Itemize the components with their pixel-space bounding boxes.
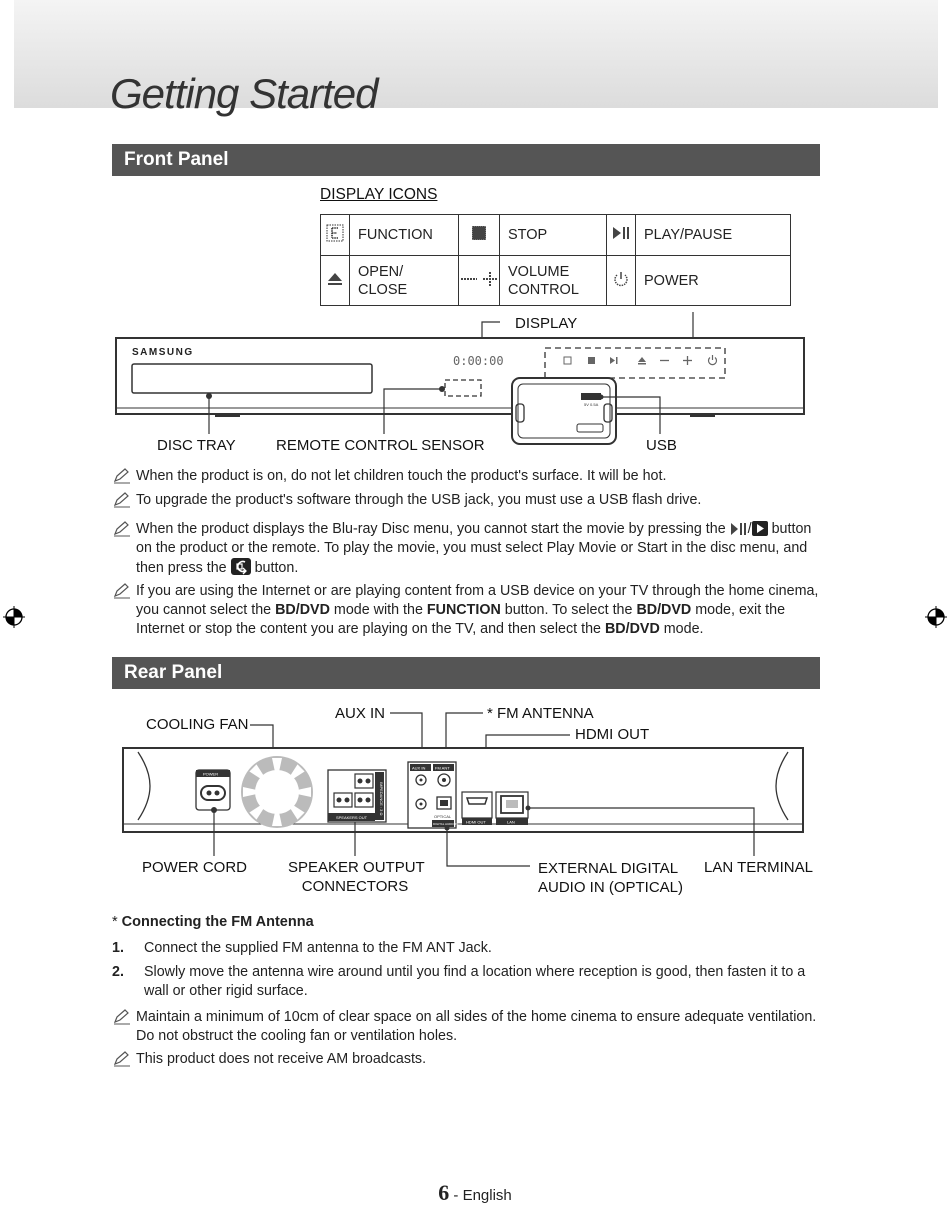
function-icon (321, 215, 350, 256)
registration-mark-right-icon (925, 606, 947, 628)
fm-step-1: 1. Connect the supplied FM antenna to the FM ANT Jack. (112, 940, 492, 956)
note-usb-upgrade: To upgrade the product's software through the USB jack, you must use a USB flash drive. (112, 491, 824, 510)
footer-language: English (462, 1187, 512, 1204)
hdmi-out-block (462, 792, 492, 818)
note-pencil-icon (112, 468, 132, 484)
registration-mark-left-icon (3, 606, 25, 628)
note-pencil-icon (112, 521, 132, 537)
enter-inline-icon (231, 558, 251, 575)
icon-label-open-close: OPEN/ CLOSE (350, 256, 459, 306)
svg-text:FM ANT: FM ANT (435, 765, 450, 771)
power-icon (607, 256, 636, 306)
play-inline-icon (752, 521, 768, 536)
fm-antenna-heading: * Connecting the FM Antenna (112, 914, 314, 930)
usb-module (512, 378, 616, 444)
front-panel-heading: Front Panel (112, 144, 820, 176)
fm-step-2: 2. Slowly move the antenna wire around until you find a location where reception is good, then fasten it to a wall or other rigid surface. (112, 964, 806, 999)
display-icons-table (320, 214, 791, 306)
icon-label-volume: VOLUME CONTROL (500, 256, 607, 306)
stop-icon (459, 215, 500, 256)
callout-remote-sensor: REMOTE CONTROL SENSOR (276, 437, 485, 454)
page-footer: 6 - English (438, 1180, 512, 1205)
front-brand-logo: SAMSUNG (132, 347, 194, 358)
svg-text:5V 0.5A: 5V 0.5A (584, 402, 599, 407)
note-pencil-icon (112, 1051, 132, 1067)
callout-hdmi-out: HDMI OUT (575, 726, 650, 743)
note-hot-surface: When the product is on, do not let children touch the product's surface. It will be hot. (112, 467, 824, 486)
note-am-broadcasts: This product does not receive AM broadcasts. (112, 1050, 824, 1069)
svg-text:DIGITAL AUDIO IN: DIGITAL AUDIO IN (433, 822, 459, 826)
callout-cooling-fan: COOLING FAN (146, 716, 249, 733)
svg-text:IMPEDANCE : 3 Ω: IMPEDANCE : 3 Ω (379, 782, 384, 816)
icon-label-power: POWER (636, 256, 791, 306)
svg-text:SPEAKERS OUT: SPEAKERS OUT (336, 815, 368, 820)
callout-display: DISPLAY (515, 315, 578, 332)
front-panel-illustration (110, 300, 820, 450)
callout-disc-tray: DISC TRAY (157, 437, 236, 454)
cooling-fan (241, 756, 313, 828)
note-pencil-icon (112, 1009, 132, 1025)
display-digits: 0:00:00 (453, 354, 504, 368)
callout-fm-antenna: * FM ANTENNA (487, 705, 594, 722)
svg-text:AUX IN: AUX IN (412, 765, 426, 771)
icon-row-1 (321, 215, 791, 256)
rear-panel-heading: Rear Panel (112, 657, 820, 689)
callout-speaker-output: SPEAKER OUTPUT CONNECTORS (288, 859, 425, 895)
eject-icon (321, 256, 350, 306)
icon-label-stop: STOP (500, 215, 607, 256)
note-internet-usb: If you are using the Internet or are playing content from a USB device on your TV through the home cinema, you cannot select the BD/DVD mode with the FUNCTION button. To select the BD/DVD mode, exit the Internet or stop the content you are playing on the TV, and then select the BD/DVD mode. (112, 582, 824, 639)
note-ventilation: Maintain a minimum of 10cm of clear space on all sides of the home cinema to ensure adequate ventilation. Do not obstruct the cooling fan or ventilation holes. (112, 1008, 824, 1046)
svg-text:OPTICAL: OPTICAL (434, 814, 452, 819)
icon-label-play-pause: PLAY/PAUSE (636, 215, 791, 256)
icon-label-function: FUNCTION (350, 215, 459, 256)
note-pencil-icon (112, 583, 132, 599)
display-icons-heading: DISPLAY ICONS (320, 186, 438, 203)
svg-text:LAN: LAN (507, 819, 515, 825)
play-pause-inline-icon (730, 522, 748, 536)
svg-text:POWER: POWER (203, 771, 219, 777)
disc-tray (132, 364, 372, 393)
usb-port (581, 393, 601, 400)
page-title: Getting Started (110, 70, 378, 117)
play-pause-icon (607, 215, 636, 256)
icon-row-2 (321, 256, 791, 306)
callout-usb: USB (646, 437, 677, 454)
callout-power-cord: POWER CORD (142, 859, 247, 876)
page-number: 6 (438, 1180, 450, 1205)
svg-text:HDMI OUT: HDMI OUT (466, 819, 486, 825)
note-pencil-icon (112, 492, 132, 508)
callout-lan-terminal: LAN TERMINAL (704, 859, 813, 876)
volume-icon (459, 256, 500, 306)
note-bluray-menu: When the product displays the Blu-ray Disc menu, you cannot start the movie by pressing the / button on the product or the remote. To play the movie, you must select Play Movie or Start in the disc menu, and then press the button. (112, 520, 824, 578)
callout-aux-in: AUX IN (335, 705, 386, 722)
callout-optical: EXTERNAL DIGITAL AUDIO IN (OPTICAL) (538, 860, 684, 896)
